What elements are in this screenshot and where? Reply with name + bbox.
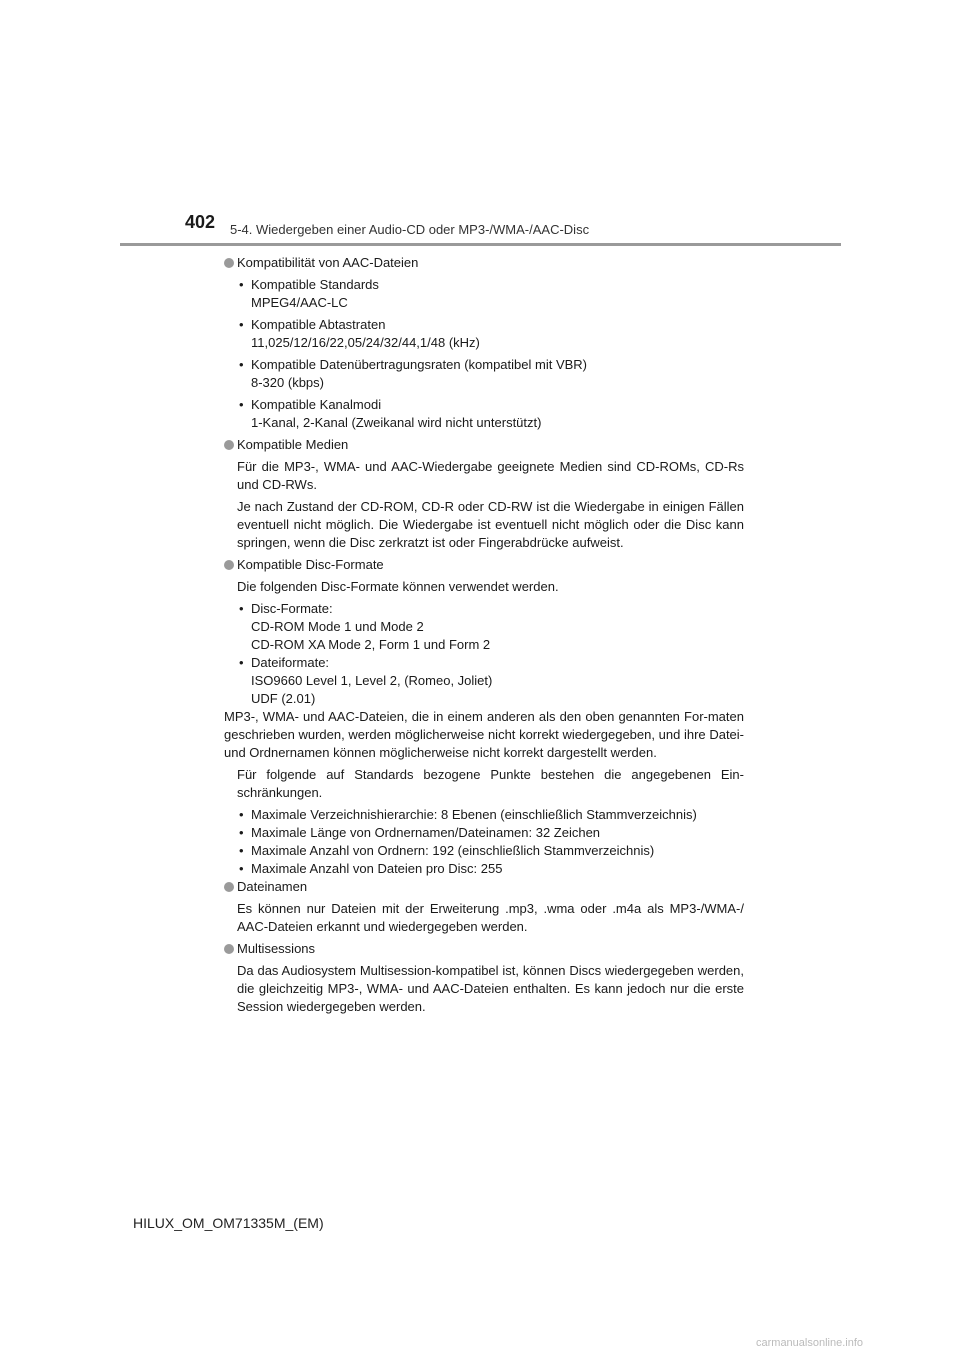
- aac-compat-list: [237, 276, 744, 432]
- list-item: • Dateiformate: ISO9660 Level 1, Level 2, (Romeo, Joliet) UDF (2.01): [237, 654, 744, 708]
- section-heading-multisession: Multisessions: [224, 940, 744, 958]
- list-item: • Maximale Verzeichnishierarchie: 8 Ebenen (einschließlich Stammverzeichnis): [237, 806, 744, 824]
- restrictions-list: [237, 806, 744, 878]
- media-paragraph-1: Für die MP3-, WMA- und AAC-Wiedergabe geeignete Medien sind CD-ROMs, CD-Rs und CD-RWs.: [237, 459, 744, 492]
- section-heading-filenames: Dateinamen: [224, 878, 744, 896]
- formats-list: [237, 600, 744, 708]
- list-item: • Kompatible Abtastraten 11,025/12/16/22,05/24/32/44,1/48 (kHz): [237, 316, 744, 352]
- list-item: • Kompatible Kanalmodi 1-Kanal, 2-Kanal (Zweikanal wird nicht unterstützt): [237, 396, 744, 432]
- section-heading-formats: Kompatible Disc-Formate: [224, 556, 744, 574]
- document-id: HILUX_OM_OM71335M_(EM): [133, 1215, 324, 1231]
- section-heading-media: Kompatible Medien: [224, 436, 744, 454]
- formats-restrictions: Für folgende auf Standards bezogene Punkte bestehen die angegebenen Ein-schränkungen.: [237, 767, 744, 800]
- list-item: • Kompatible Datenübertragungsraten (kompatibel mit VBR) 8-320 (kbps): [237, 356, 744, 392]
- header-rule: [120, 243, 841, 246]
- list-item: • Kompatible Standards MPEG4/AAC-LC: [237, 276, 744, 312]
- list-item: • Maximale Länge von Ordnernamen/Dateinamen: 32 Zeichen: [237, 824, 744, 842]
- section-heading-aac: Kompatibilität von AAC-Dateien: [224, 254, 744, 272]
- formats-note: MP3-, WMA- und AAC-Dateien, die in einem anderen als den oben genannten For-maten geschrieben wurden, werden möglicherweise nicht korrekt wiedergegeben, und ihre Datei- und Ordnernamen können möglicherweise nicht korrekt dargestellt werden.: [224, 709, 744, 760]
- filenames-text: Es können nur Dateien mit der Erweiterung .mp3, .wma oder .m4a als MP3-/WMA-/ AAC-Dateien erkannt und wiedergegeben werden.: [237, 901, 744, 934]
- list-item: • Maximale Anzahl von Dateien pro Disc: 255: [237, 860, 744, 878]
- list-item: • Maximale Anzahl von Ordnern: 192 (einschließlich Stammverzeichnis): [237, 842, 744, 860]
- watermark: carmanualsonline.info: [756, 1337, 864, 1349]
- chapter-title: 5-4. Wiedergeben einer Audio-CD oder MP3-/WMA-/AAC-Disc: [230, 222, 590, 237]
- page-content: [224, 254, 744, 1016]
- formats-intro: Die folgenden Disc-Formate können verwendet werden.: [237, 579, 559, 594]
- multisession-text: Da das Audiosystem Multisession-kompatibel ist, können Discs wiedergegeben werden, die gleichzeitig MP3-, WMA- und AAC-Dateien enthalten. Es kann jedoch nur die erste Session wiedergegeben werden.: [237, 963, 744, 1014]
- list-item: • Disc-Formate: CD-ROM Mode 1 und Mode 2 CD-ROM XA Mode 2, Form 1 und Form 2: [237, 600, 744, 654]
- media-paragraph-2: Je nach Zustand der CD-ROM, CD-R oder CD-RW ist die Wiedergabe in einigen Fällen eventuell nicht möglich. Die Wiedergabe ist eventuell nicht möglich oder die Disc kann springen, wenn die Disc zerkratzt ist oder Fingerabdrücke aufweist.: [237, 499, 744, 550]
- page-number: 402: [185, 212, 216, 232]
